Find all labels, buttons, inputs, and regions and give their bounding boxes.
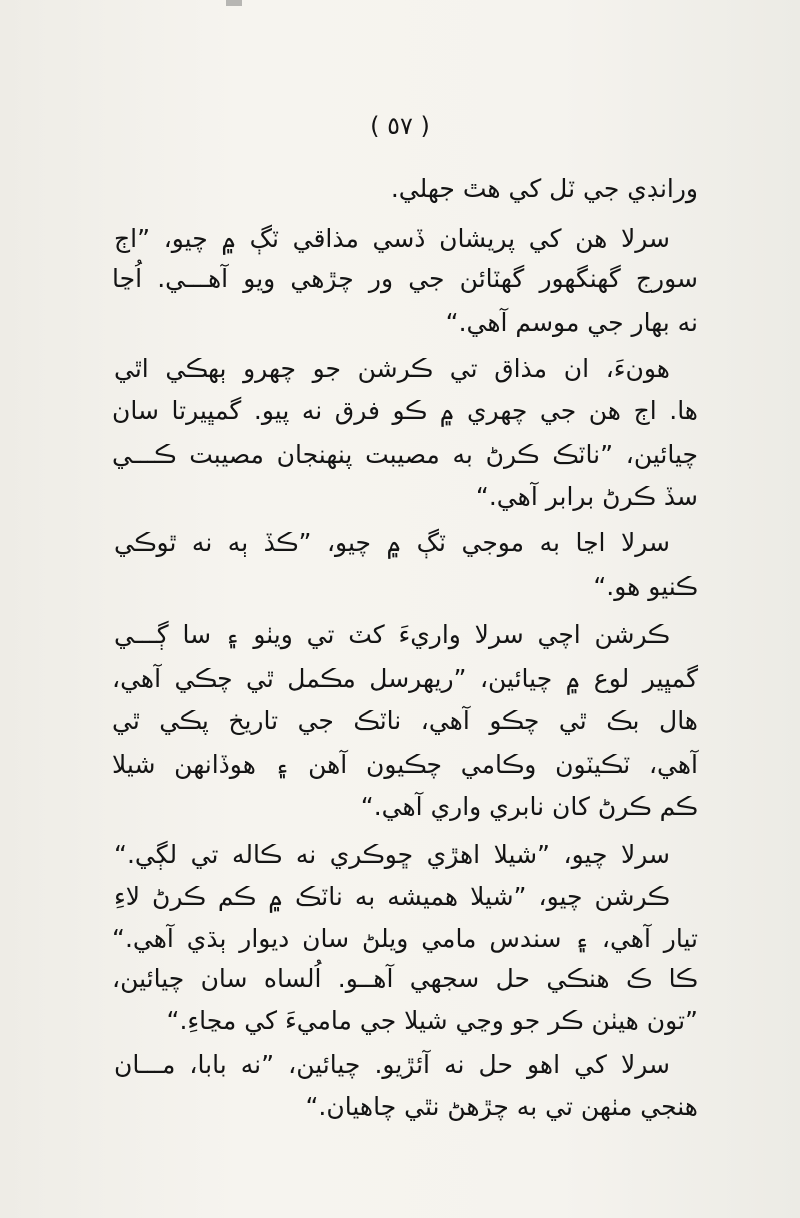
text-line: آهي، ٽڪيٽون وڪامي چڪيون آهن ۽ هوڏانهن شيلا [112,750,698,779]
text-line: نه بهار جي موسم آهي.“ [445,308,698,337]
text-line: ڪنيو هو.“ [593,572,698,601]
text-line: ڪرشن اچي سرلا واريءَ کٽ تي ويٺو ۽ سا ڳـــي [114,620,670,649]
text-line: ڪم ڪرڻ کان نابري واري آهي.“ [360,792,698,821]
text-line: سرلا اڃا به موجي ٽڳ ۾ چيو، ”ڪڏ ٻه نه ٿوڪي [114,528,670,557]
text-line: گمڀير لوع ۾ چيائين، ”ريهرسل مڪمل ٿي چڪي آهي، [112,664,698,693]
text-line: ها. اڄ هن جي چهري ۾ ڪو فرق نه پيو. گمڀيرتا سان [112,396,698,425]
text-line: سورج گهنگهور گهٽائن جي ور چڙهي ويو آهـــي. اُڃا [112,264,698,293]
text-line: ڪرشن چيو، ”شيلا هميشه به ناٽڪ ۾ ڪم ڪرڻ لاءِ [114,882,670,911]
text-line: تيار آهي، ۽ سندس مامي ويلڻ سان ديوار ٻڌي آهي.“ [112,924,698,953]
text-line: ”تون هيٺن ڪر جو وڃي شيلا جي ماميءَ کي مڃاءِ.“ [166,1006,698,1035]
text-line: سرلا چيو، ”شيلا اهڙي ڇوڪري نه ڪاله تي لڳي.“ [114,840,670,869]
text-line: ورانڊي جي ٽل کي هٿ جهلي. [390,174,698,203]
page-number: ( ٥٧ ) [370,112,430,140]
text-line: چيائين، ”ناٽڪ ڪرڻ به مصيبت پنهنجان مصيبت ڪـــي [112,440,698,469]
text-line: ڪا ڪ هنڪي حل سجهي آهــو. اُلساه سان چيائين، [112,964,698,993]
text-line: هنجي مٺهن تي به چڙهڻ نٿي چاهيان.“ [305,1092,698,1121]
text-line: هونءَ، ان مذاق تي ڪرشن جو چهرو ٻهڪي اٿي [114,354,670,383]
scan-artifact [226,0,242,6]
text-line: سرلا کي اهو حل نه آئڙيو. چيائين، ”نه بابا، مـــان [114,1050,670,1079]
text-line: هال بڪ ٿي چڪو آهي، ناٽڪ جي تاريخ پڪي ٿي [112,706,698,735]
text-line: سرلا هن کي پريشان ڏسي مذاقي ٽڳ ۾ چيو، ”اڄ [114,224,670,253]
text-line: سڏ ڪرڻ برابر آهي.“ [475,482,698,511]
